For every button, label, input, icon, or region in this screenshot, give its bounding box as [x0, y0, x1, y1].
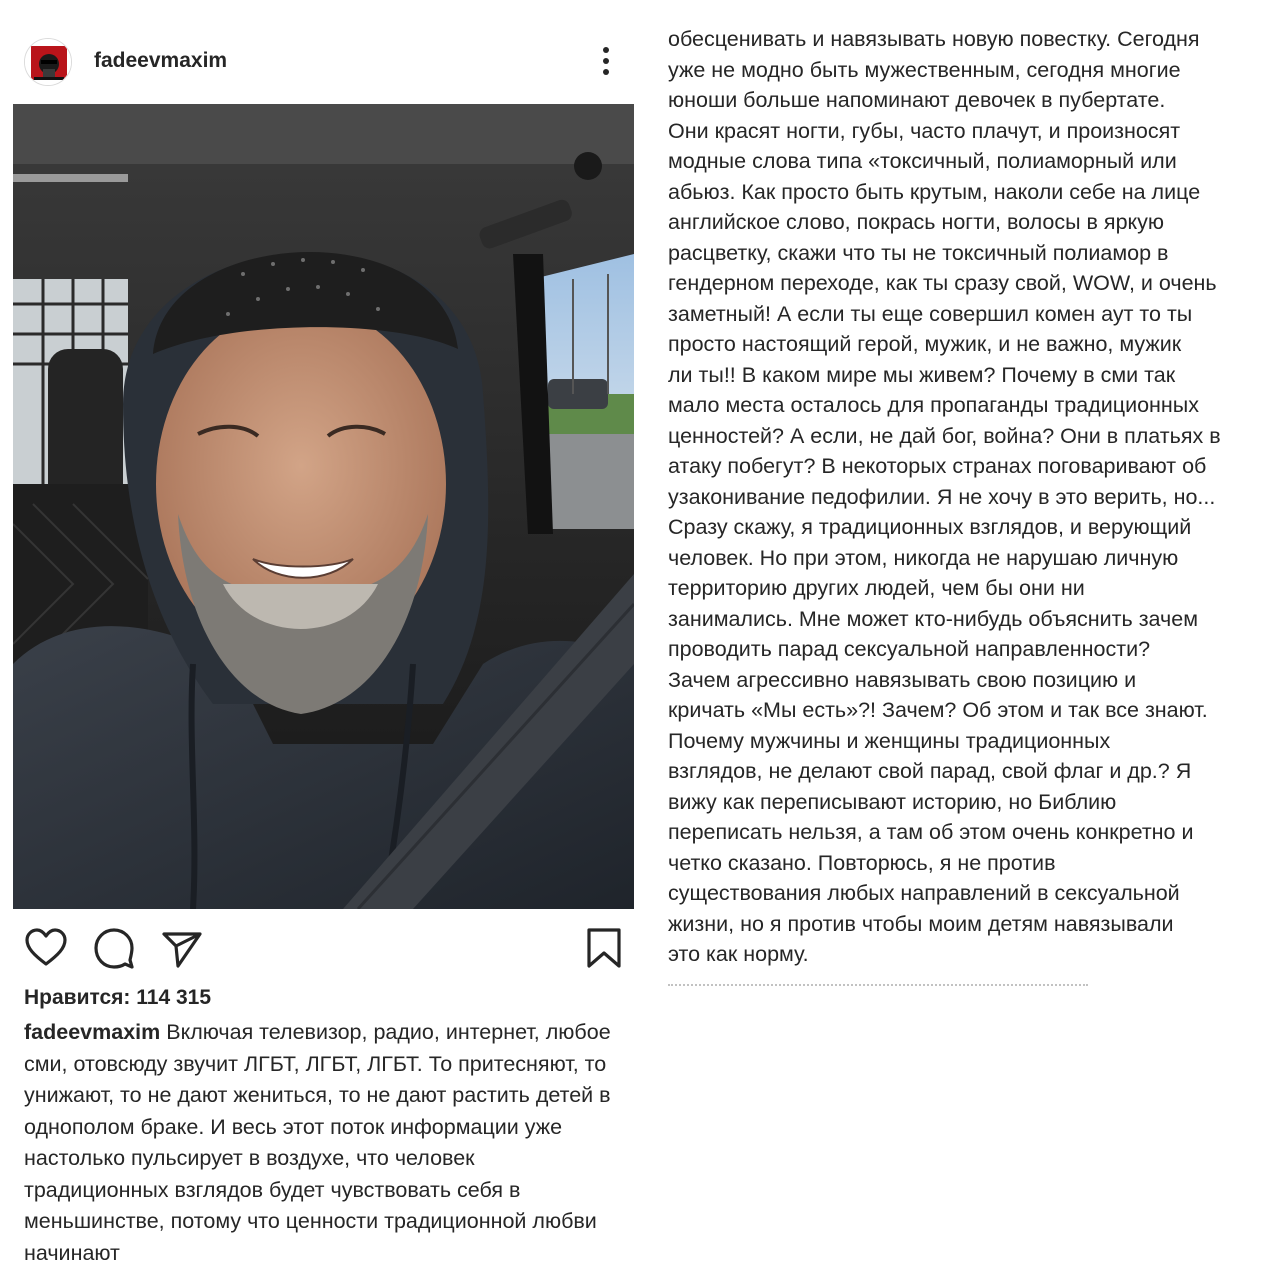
caption-username[interactable]: fadeevmaxim [24, 1020, 161, 1044]
post-actions [24, 926, 624, 970]
heart-icon[interactable] [24, 926, 68, 970]
post-photo[interactable] [13, 104, 634, 909]
caption-text: Включая телевизор, радио, интернет, любое сми, отовсюду звучит ЛГБТ, ЛГБТ, ЛГБТ. То притесняют, то унижают, то не дают жениться, то не дают растить детей в однополом браке. И весь этот поток информации уже настолько пульсирует в воздухе, что человек традиционных взглядов будет чувствовать себя в меньшинстве, потому что ценности традиционной любви начинают [24, 1020, 611, 1265]
more-vertical-icon[interactable] [596, 44, 616, 80]
post-username[interactable]: fadeevmaxim [94, 49, 228, 72]
post-caption [24, 1017, 624, 1269]
bookmark-icon[interactable] [582, 926, 626, 970]
comment-icon[interactable] [92, 926, 136, 970]
caption-continuation [668, 24, 1263, 984]
cropped-text-edge [668, 984, 1088, 989]
send-icon[interactable] [160, 926, 204, 970]
likes-count[interactable]: Нравится: 114 315 [24, 986, 212, 1009]
avatar[interactable] [24, 38, 72, 86]
caption-continuation-text: обесценивать и навязывать новую повестку. Сегодня уже не модно быть мужественным, сегодня многие юноши больше напоминают девочек в пубертате. Они красят ногти, губы, часто плачут, и произносят модные слова типа «токсичный, полиаморный или абьюз. Как просто быть крутым, наколи себе на лице английское слово, покрась ногти, волосы в яркую расцветку, скажи что ты не токсичный полиамор в гендерном переходе, как ты сразу свой, WOW, и очень заметный! А если ты еще совершил комен аут то ты просто настоящий герой, мужик, и не важно, мужик ли ты!! В каком мире мы живем? Почему в сми так мало места осталось для пропаганды традиционных ценностей? А если, не дай бог, война? Они в платьях в атаку побегут? В некоторых странах поговаривают об узаконивание педофилии. Я не хочу в это верить, но... Сразу скажу, я традиционных взглядов, и верующий человек. Но при этом, никогда не нарушаю личную территорию других людей, чем бы они ни занимались. Мне может кто-нибудь объяснить зачем проводить парад сексуальной направленности? Зачем агрессивно навязывать свою позицию и кричать «Мы есть»?! Зачем? Об этом и так все знают. Почему мужчины и женщины традиционных взглядов, не делают свой парад, свой флаг и др.? Я вижу как переписывают историю, но Библию переписать нельзя, а там об этом очень конкретно и четко сказано. Повторюсь, я не против существования любых направлений в сексуальной жизни, но я против чтобы моим детям навязывали это как норму. [668, 27, 1221, 966]
post-header [24, 38, 624, 86]
